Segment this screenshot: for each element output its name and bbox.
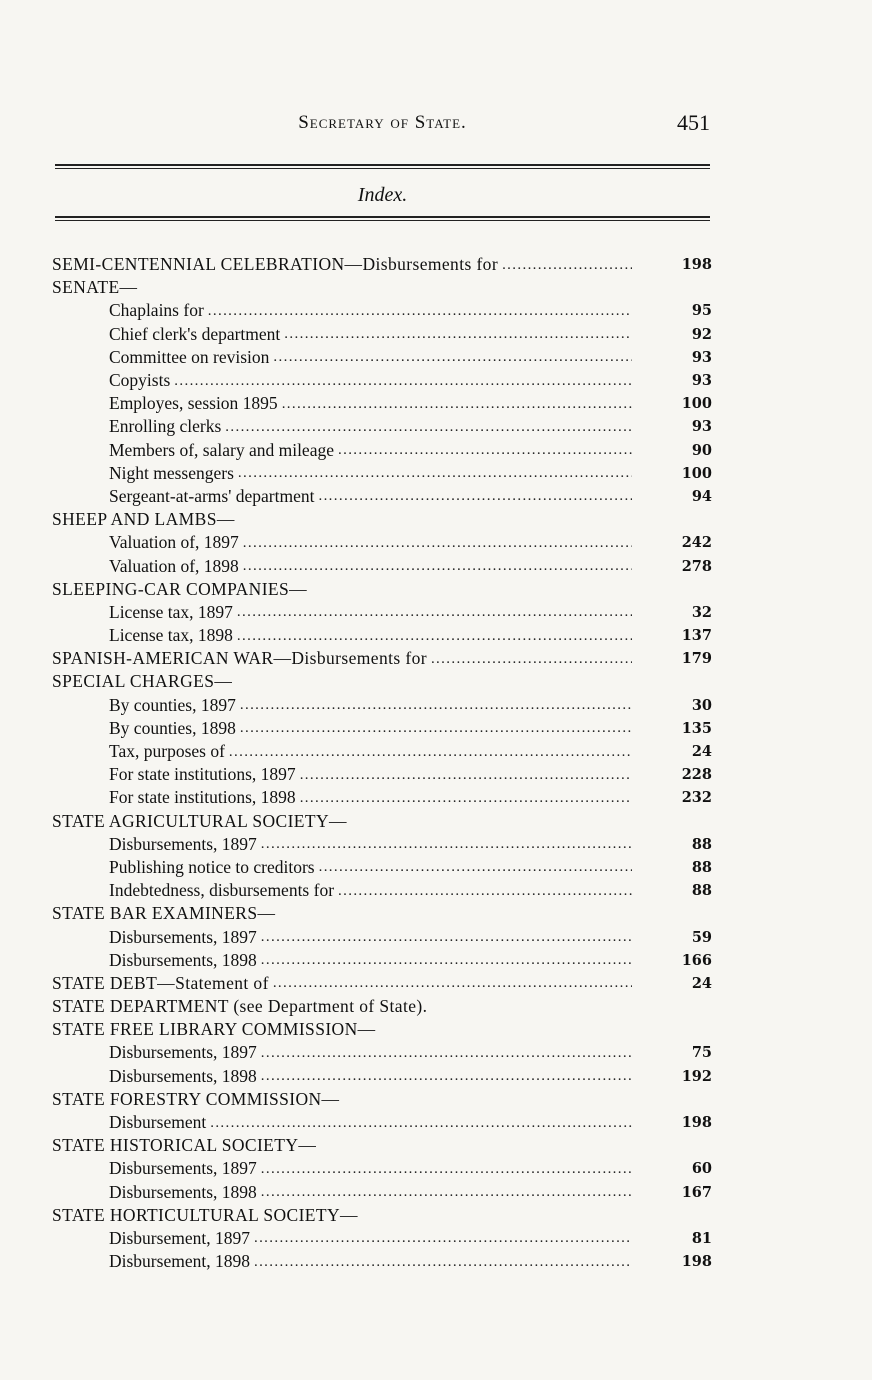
entry-page-number: 94: [691, 487, 712, 505]
index-entry: [52, 1088, 712, 1111]
entry-label: Disbursements, 1897: [109, 833, 257, 854]
dot-leader: [338, 881, 632, 901]
index-entry: [52, 624, 712, 647]
dot-leader: [261, 1043, 632, 1063]
entry-label: Publishing notice to creditors: [109, 856, 315, 877]
index-entry: [52, 1134, 712, 1157]
entry-label: Valuation of, 1898: [109, 555, 239, 576]
entry-label: SLEEPING-CAR COMPANIES—: [52, 578, 308, 599]
index-entry: [52, 972, 712, 995]
entry-page-number: 232: [681, 789, 712, 807]
entry-page-number: 93: [691, 348, 712, 366]
entry-label: By counties, 1897: [109, 694, 236, 715]
dot-leader: [174, 371, 632, 391]
entry-page-number: 59: [691, 928, 712, 946]
running-head: [55, 112, 710, 140]
entry-label: Disbursements, 1898: [109, 949, 257, 970]
index-entry: [52, 833, 712, 856]
index-entry: [52, 810, 712, 833]
index-entry: [52, 647, 712, 670]
index-entry: [52, 1181, 712, 1204]
entry-label: STATE HORTICULTURAL SOCIETY—: [52, 1204, 358, 1225]
entry-label: License tax, 1898: [109, 625, 233, 646]
entry-label: STATE HISTORICAL SOCIETY—: [52, 1135, 317, 1156]
index-entry: [52, 323, 712, 346]
entry-label: Indebtedness, disbursements for: [109, 880, 335, 901]
entry-page-number: 88: [691, 835, 712, 853]
dot-leader: [380, 1020, 632, 1040]
index-entry: [52, 253, 712, 276]
entry-page-number: 167: [681, 1183, 712, 1201]
entry-label: STATE AGRICULTURAL SOCIETY—: [52, 810, 347, 831]
entry-label: Disbursements, 1898: [109, 1065, 257, 1086]
entry-label: Disbursements, 1897: [109, 1158, 257, 1179]
index-entry: [52, 763, 712, 786]
entry-label: SENATE—: [52, 277, 138, 298]
dot-leader: [141, 278, 632, 298]
index-entry: [52, 369, 712, 392]
entry-label: Chief clerk's department: [109, 323, 281, 344]
dot-leader: [210, 1113, 632, 1133]
index-entry: [52, 1250, 712, 1273]
dot-leader: [300, 788, 632, 808]
index-entry: [52, 485, 712, 508]
entry-page-number: 242: [681, 534, 712, 552]
dot-leader: [237, 626, 632, 646]
index-entry: [52, 740, 712, 763]
entry-page-number: 278: [681, 557, 712, 575]
entry-label: Valuation of, 1897: [109, 532, 239, 553]
dot-leader: [254, 1252, 632, 1272]
index-entry: [52, 694, 712, 717]
dot-leader: [243, 533, 632, 553]
index-entry: [52, 276, 712, 299]
entry-page-number: 30: [691, 696, 712, 714]
dot-leader: [261, 927, 632, 947]
running-title: Secretary of State.: [298, 112, 467, 133]
dot-leader: [254, 1228, 632, 1248]
dot-leader: [237, 602, 632, 622]
entry-label: Disbursement, 1898: [109, 1251, 250, 1272]
entry-label: STATE FORESTRY COMMISSION—: [52, 1088, 340, 1109]
entry-page-number: 100: [681, 464, 712, 482]
entry-label: STATE DEBT—Statement of: [52, 972, 269, 993]
entry-label: Committee on revision: [109, 346, 270, 367]
index-entry: [52, 531, 712, 554]
dot-leader: [318, 486, 632, 506]
entry-label: Night messengers: [109, 462, 234, 483]
entry-page-number: 198: [681, 1253, 712, 1271]
entry-label: Chaplains for: [109, 300, 204, 321]
entry-page-number: 24: [691, 743, 712, 761]
entry-label: STATE BAR EXAMINERS—: [52, 903, 276, 924]
dot-leader: [240, 718, 632, 738]
index-entry: [52, 439, 712, 462]
entry-page-number: 135: [681, 719, 712, 737]
entry-label: SHEEP AND LAMBS—: [52, 509, 235, 530]
entry-page-number: 179: [681, 650, 712, 668]
entry-page-number: 198: [681, 1114, 712, 1132]
entry-page-number: 95: [691, 302, 712, 320]
index-entry: [52, 578, 712, 601]
entry-label: STATE FREE LIBRARY COMMISSION—: [52, 1019, 376, 1040]
index-entry: [52, 879, 712, 902]
index-entry: [52, 1065, 712, 1088]
dot-leader: [284, 324, 632, 344]
entry-label: License tax, 1897: [109, 601, 233, 622]
index-entry: [52, 1157, 712, 1180]
section-title: Index.: [357, 184, 408, 206]
dot-leader: [236, 672, 632, 692]
index-entry: [52, 717, 712, 740]
index-list: [52, 253, 712, 1273]
dot-leader: [229, 742, 632, 762]
entry-page-number: 90: [691, 441, 712, 459]
dot-leader: [431, 649, 632, 669]
index-entry: [52, 1204, 712, 1227]
entry-label: Enrolling clerks: [109, 416, 222, 437]
entry-label: SPECIAL CHARGES—: [52, 671, 233, 692]
dot-leader: [261, 1182, 632, 1202]
entry-page-number: 75: [691, 1044, 712, 1062]
entry-page-number: 88: [691, 858, 712, 876]
dot-leader: [225, 417, 632, 437]
entry-label: Disbursement: [109, 1112, 207, 1133]
index-entry: [52, 415, 712, 438]
dot-leader: [238, 463, 632, 483]
entry-page-number: 100: [681, 395, 712, 413]
entry-page-number: 93: [691, 418, 712, 436]
dot-leader: [319, 857, 632, 877]
dot-leader: [273, 347, 632, 367]
dot-leader: [261, 1066, 632, 1086]
dot-leader: [362, 1205, 632, 1225]
dot-leader: [208, 301, 632, 321]
index-entry: [52, 299, 712, 322]
dot-leader: [343, 1089, 632, 1109]
entry-label: Tax, purposes of: [109, 741, 225, 762]
dot-leader: [351, 811, 632, 831]
dot-leader: [320, 1136, 632, 1156]
dot-leader: [279, 904, 632, 924]
entry-page-number: 81: [691, 1229, 712, 1247]
index-entry: [52, 1018, 712, 1041]
entry-label: For state institutions, 1898: [109, 787, 296, 808]
top-rule: [55, 164, 710, 166]
index-entry: [52, 670, 712, 693]
index-entry: [52, 1111, 712, 1134]
top-rule-thin: [55, 168, 710, 169]
entry-page-number: 192: [681, 1067, 712, 1085]
dot-leader: [431, 997, 632, 1017]
index-entry: [52, 346, 712, 369]
index-entry: [52, 925, 712, 948]
index-entry: [52, 508, 712, 531]
middle-rule: [55, 216, 710, 218]
dot-leader: [243, 556, 632, 576]
middle-rule-thin: [55, 220, 710, 221]
index-entry: [52, 1227, 712, 1250]
entry-page-number: 60: [691, 1160, 712, 1178]
entry-page-number: 228: [681, 766, 712, 784]
entry-page-number: 32: [691, 603, 712, 621]
entry-page-number: 166: [681, 951, 712, 969]
entry-label: Employes, session 1895: [109, 393, 278, 414]
index-entry: [52, 856, 712, 879]
entry-page-number: 92: [691, 325, 712, 343]
dot-leader: [273, 973, 632, 993]
entry-label: Sergeant-at-arms' department: [109, 485, 315, 506]
dot-leader: [282, 394, 632, 414]
dot-leader: [311, 579, 632, 599]
index-entry: [52, 1041, 712, 1064]
entry-page-number: 24: [691, 974, 712, 992]
entry-label: Disbursement, 1897: [109, 1227, 250, 1248]
dot-leader: [261, 1159, 632, 1179]
entry-label: Disbursements, 1898: [109, 1181, 257, 1202]
dot-leader: [261, 950, 632, 970]
dot-leader: [261, 834, 632, 854]
entry-label: Disbursements, 1897: [109, 926, 257, 947]
entry-label: Copyists: [109, 370, 171, 391]
dot-leader: [240, 695, 632, 715]
entry-label: SEMI-CENTENNIAL CELEBRATION—Disbursements for: [52, 254, 499, 275]
dot-leader: [338, 440, 632, 460]
dot-leader: [300, 765, 632, 785]
entry-label: By counties, 1898: [109, 717, 236, 738]
entry-page-number: 88: [691, 882, 712, 900]
index-entry: [52, 392, 712, 415]
page-number: 451: [677, 110, 710, 135]
index-entry: [52, 554, 712, 577]
index-entry: [52, 462, 712, 485]
entry-label: SPANISH-AMERICAN WAR—Disbursements for: [52, 648, 427, 669]
entry-label: For state institutions, 1897: [109, 764, 296, 785]
entry-page-number: 93: [691, 372, 712, 390]
index-entry: [52, 902, 712, 925]
index-entry: [52, 949, 712, 972]
dot-leader: [502, 255, 632, 275]
index-entry: [52, 786, 712, 809]
entry-page-number: 198: [681, 256, 712, 274]
index-entry: [52, 601, 712, 624]
entry-label: Members of, salary and mileage: [109, 439, 334, 460]
entry-label: STATE DEPARTMENT (see Department of State).: [52, 996, 428, 1017]
dot-leader: [239, 510, 632, 530]
entry-page-number: 137: [681, 627, 712, 645]
entry-label: Disbursements, 1897: [109, 1042, 257, 1063]
index-entry: [52, 995, 712, 1018]
